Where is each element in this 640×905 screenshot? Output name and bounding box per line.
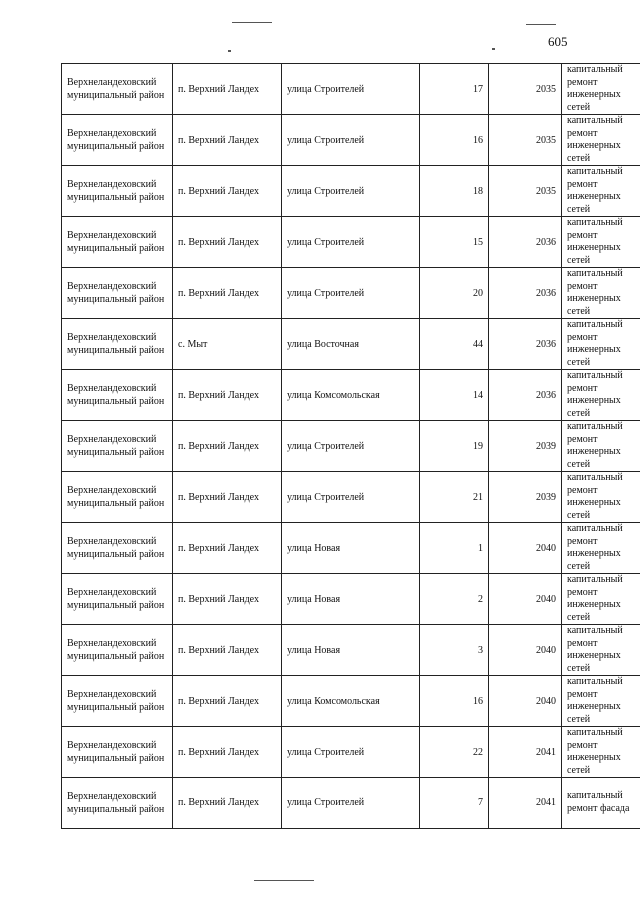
work-type-cell: капитальный ремонт инженерных сетей <box>562 676 640 727</box>
table-row <box>62 778 640 829</box>
street-cell: улица Восточная <box>282 319 420 370</box>
table-row <box>62 472 640 523</box>
work-type-cell: капитальный ремонт инженерных сетей <box>562 268 640 319</box>
district-cell: Верхнеландеховский муниципальный район <box>62 472 173 523</box>
settlement-cell: п. Верхний Ландех <box>173 370 282 421</box>
table-row <box>62 676 640 727</box>
street-cell: улица Строителей <box>282 64 420 115</box>
scan-artifact-line <box>254 880 314 881</box>
street-cell: улица Строителей <box>282 472 420 523</box>
work-type-cell: капитальный ремонт инженерных сетей <box>562 421 640 472</box>
district-cell: Верхнеландеховский муниципальный район <box>62 421 173 472</box>
settlement-cell: п. Верхний Ландех <box>173 676 282 727</box>
year-cell: 2040 <box>489 676 562 727</box>
street-cell: улица Строителей <box>282 268 420 319</box>
house-number-cell: 14 <box>420 370 489 421</box>
year-cell: 2036 <box>489 319 562 370</box>
street-cell: улица Комсомольская <box>282 370 420 421</box>
year-cell: 2041 <box>489 778 562 829</box>
house-number-cell: 18 <box>420 166 489 217</box>
house-number-cell: 7 <box>420 778 489 829</box>
settlement-cell: п. Верхний Ландех <box>173 727 282 778</box>
house-number-cell: 22 <box>420 727 489 778</box>
house-number-cell: 19 <box>420 421 489 472</box>
district-cell: Верхнеландеховский муниципальный район <box>62 115 173 166</box>
table-row <box>62 574 640 625</box>
year-cell: 2036 <box>489 268 562 319</box>
year-cell: 2036 <box>489 370 562 421</box>
district-cell: Верхнеландеховский муниципальный район <box>62 625 173 676</box>
settlement-cell: п. Верхний Ландех <box>173 217 282 268</box>
street-cell: улица Новая <box>282 523 420 574</box>
year-cell: 2039 <box>489 421 562 472</box>
table-row <box>62 115 640 166</box>
table-row <box>62 64 640 115</box>
page-number: 605 <box>548 34 568 49</box>
house-number-cell: 17 <box>420 64 489 115</box>
street-cell: улица Строителей <box>282 778 420 829</box>
year-cell: 2035 <box>489 166 562 217</box>
district-cell: Верхнеландеховский муниципальный район <box>62 778 173 829</box>
district-cell: Верхнеландеховский муниципальный район <box>62 523 173 574</box>
work-type-cell: капитальный ремонт инженерных сетей <box>562 472 640 523</box>
work-type-cell: капитальный ремонт инженерных сетей <box>562 574 640 625</box>
street-cell: улица Комсомольская <box>282 676 420 727</box>
settlement-cell: п. Верхний Ландех <box>173 625 282 676</box>
settlement-cell: п. Верхний Ландех <box>173 268 282 319</box>
year-cell: 2040 <box>489 625 562 676</box>
street-cell: улица Строителей <box>282 217 420 268</box>
table-row <box>62 421 640 472</box>
district-cell: Верхнеландеховский муниципальный район <box>62 217 173 268</box>
scan-artifact-dot <box>228 50 231 52</box>
scan-artifact-line <box>526 24 556 25</box>
house-number-cell: 16 <box>420 115 489 166</box>
house-number-cell: 1 <box>420 523 489 574</box>
street-cell: улица Новая <box>282 625 420 676</box>
street-cell: улица Строителей <box>282 115 420 166</box>
district-cell: Верхнеландеховский муниципальный район <box>62 319 173 370</box>
work-type-cell: капитальный ремонт фасада <box>562 778 640 829</box>
table-row <box>62 319 640 370</box>
street-cell: улица Новая <box>282 574 420 625</box>
year-cell: 2040 <box>489 523 562 574</box>
settlement-cell: с. Мыт <box>173 319 282 370</box>
year-cell: 2041 <box>489 727 562 778</box>
district-cell: Верхнеландеховский муниципальный район <box>62 676 173 727</box>
house-number-cell: 3 <box>420 625 489 676</box>
table-row <box>62 166 640 217</box>
work-type-cell: капитальный ремонт инженерных сетей <box>562 166 640 217</box>
work-type-cell: капитальный ремонт инженерных сетей <box>562 115 640 166</box>
table-row <box>62 727 640 778</box>
settlement-cell: п. Верхний Ландех <box>173 166 282 217</box>
district-cell: Верхнеландеховский муниципальный район <box>62 166 173 217</box>
district-cell: Верхнеландеховский муниципальный район <box>62 268 173 319</box>
table-row <box>62 268 640 319</box>
work-type-cell: капитальный ремонт инженерных сетей <box>562 370 640 421</box>
year-cell: 2035 <box>489 115 562 166</box>
work-type-cell: капитальный ремонт инженерных сетей <box>562 727 640 778</box>
settlement-cell: п. Верхний Ландех <box>173 421 282 472</box>
table-row <box>62 625 640 676</box>
street-cell: улица Строителей <box>282 421 420 472</box>
year-cell: 2040 <box>489 574 562 625</box>
district-cell: Верхнеландеховский муниципальный район <box>62 727 173 778</box>
work-type-cell: капитальный ремонт инженерных сетей <box>562 64 640 115</box>
work-type-cell: капитальный ремонт инженерных сетей <box>562 523 640 574</box>
settlement-cell: п. Верхний Ландех <box>173 778 282 829</box>
house-number-cell: 20 <box>420 268 489 319</box>
year-cell: 2039 <box>489 472 562 523</box>
housing-repair-table <box>61 63 640 829</box>
table-row <box>62 523 640 574</box>
scan-artifact-line <box>232 22 272 23</box>
work-type-cell: капитальный ремонт инженерных сетей <box>562 319 640 370</box>
street-cell: улица Строителей <box>282 166 420 217</box>
house-number-cell: 2 <box>420 574 489 625</box>
scan-artifact-dot <box>492 48 495 50</box>
year-cell: 2036 <box>489 217 562 268</box>
table-row <box>62 370 640 421</box>
table-row <box>62 217 640 268</box>
settlement-cell: п. Верхний Ландех <box>173 574 282 625</box>
house-number-cell: 16 <box>420 676 489 727</box>
year-cell: 2035 <box>489 64 562 115</box>
district-cell: Верхнеландеховский муниципальный район <box>62 574 173 625</box>
house-number-cell: 15 <box>420 217 489 268</box>
district-cell: Верхнеландеховский муниципальный район <box>62 64 173 115</box>
house-number-cell: 44 <box>420 319 489 370</box>
work-type-cell: капитальный ремонт инженерных сетей <box>562 625 640 676</box>
work-type-cell: капитальный ремонт инженерных сетей <box>562 217 640 268</box>
settlement-cell: п. Верхний Ландех <box>173 472 282 523</box>
house-number-cell: 21 <box>420 472 489 523</box>
settlement-cell: п. Верхний Ландех <box>173 523 282 574</box>
district-cell: Верхнеландеховский муниципальный район <box>62 370 173 421</box>
settlement-cell: п. Верхний Ландех <box>173 115 282 166</box>
settlement-cell: п. Верхний Ландех <box>173 64 282 115</box>
street-cell: улица Строителей <box>282 727 420 778</box>
